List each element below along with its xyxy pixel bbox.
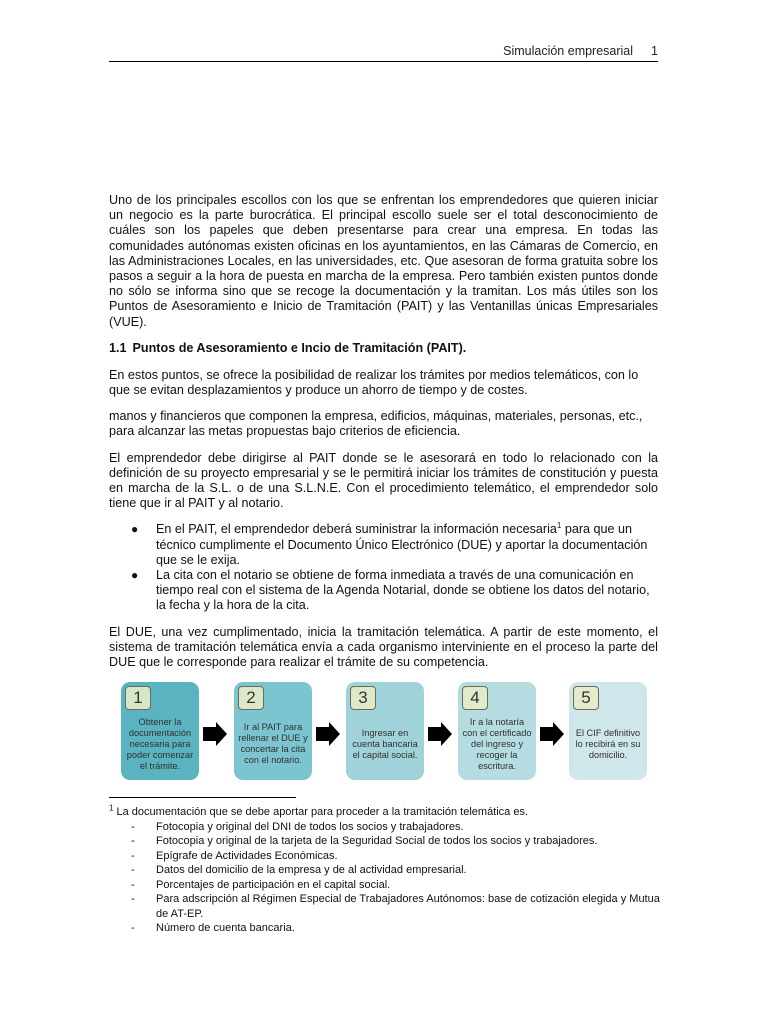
paragraph-resources: manos y financieros que componen la empresa, edificios, máquinas, materiales, personas, etc., para alcanzar las metas propuestas bajo criterios de eficiencia. bbox=[109, 409, 643, 439]
process-flow-diagram bbox=[121, 682, 649, 782]
header-rule bbox=[109, 61, 658, 62]
step-text: Obtener la documentación necesaria para poder comenzar el trámite. bbox=[126, 716, 194, 771]
step-text: Ir a la notaría con el certificado del ingreso y recoger la escritura. bbox=[462, 716, 532, 771]
section-heading bbox=[109, 341, 658, 356]
footnote-separator bbox=[109, 797, 296, 798]
footnote-list bbox=[109, 820, 669, 936]
footnote-marker: 1 bbox=[109, 803, 114, 813]
list-item: ● La cita con el notario se obtiene de forma inmediata a través de una comunicación en tiempo real con el sistema de la Agenda Notarial, donde se obtiene los datos del notario, la fecha y la hora de la cita. bbox=[131, 568, 650, 613]
flow-step-1 bbox=[121, 682, 199, 780]
footnote-item: - Epígrafe de Actividades Económicas. bbox=[131, 849, 338, 862]
step-number: 5 bbox=[573, 686, 599, 710]
footnote-ref[interactable]: 1 bbox=[556, 521, 562, 531]
footnote-item: - Datos del domicilio de la empresa y de al actividad empresarial. bbox=[131, 864, 467, 876]
flow-step-3 bbox=[346, 682, 424, 780]
footnote-item: - Porcentajes de participación en el capital social. bbox=[131, 878, 391, 891]
paragraph-intro: Uno de los principales escollos con los que se enfrentan los emprendedores que quieren iniciar un negocio es la parte burocrática. El principal escollo suele ser el total desconocimiento de cuáles son los papeles que deben presentarse para crear una empresa. En todas las comunidades autónomas existen oficinas en los ayuntamientos, en las Cámaras de Comercio, en las Administraciones Locales, en las universidades, etc. Que asesoran de forma gratuita sobre los pasos a seguir a la hora de puesta en marcha de la empresa. Pero también existen puntos donde no sólo se informa sino que se recoge la documentación y la tramitan. Los más útiles son los Puntos de Asesoramiento e Inicio de Tramitación (PAIT) y las Ventanillas únicas Empresariales (VUE). bbox=[109, 193, 658, 329]
page-number: 1 bbox=[651, 44, 658, 58]
paragraph-telematic: En estos puntos, se ofrece la posibilidad de realizar los trámites por medios telemáticos, con lo que se evitan desplazamientos y produce un ahorro de tiempo y de costes. bbox=[109, 367, 639, 398]
paragraph-due: El DUE, una vez cumplimentado, inicia la tramitación telemática. A partir de este momento, el sistema de tramitación telemática envía a cada organismo interviniente en el proceso la parte del DUE que le corresponde para realizar el trámite de su competencia. bbox=[109, 624, 658, 670]
step-number: 4 bbox=[462, 686, 488, 710]
step-text: Ir al PAIT para rellenar el DUE y concertar la cita con el notario. bbox=[238, 722, 308, 765]
footnote-item: - Fotocopia y original de la tarjeta de la Seguridad Social de todos los socios y trabajadores. bbox=[131, 835, 598, 847]
step-number: 3 bbox=[350, 686, 376, 710]
bullet-icon: ● bbox=[131, 568, 139, 583]
footnote-intro: $^1$ La documentación que se debe aportar para proceder a la tramitación telemática es. bbox=[109, 803, 529, 818]
step-number: 2 bbox=[238, 686, 264, 710]
step-text: El CIF definitivo lo recibirá en su domicilio. bbox=[575, 727, 641, 760]
section-title: Puntos de Asesoramiento e Incio de Tramitación (PAIT). bbox=[132, 340, 467, 355]
header-title: Simulación empresarial bbox=[503, 44, 634, 58]
bullet-list bbox=[109, 522, 658, 613]
footnote-item: - Para adscripción al Régimen Especial de Trabajadores Autónomos: base de cotización elegida y Mutua de AT-EP. bbox=[131, 893, 660, 920]
paragraph-pait: El emprendedor debe dirigirse al PAIT donde se le asesorará en todo lo relacionado con la definición de su proyecto empresarial y se le permitirá iniciar los trámites de constitución y puesta en marcha de la S.L. o de una S.L.N.E. Con el procedimiento telemático, el emprendedor solo tiene que ir al PAIT y al notario. bbox=[109, 450, 658, 511]
footnote-item: - Número de cuenta bancaria. bbox=[131, 922, 295, 934]
flow-step-2 bbox=[234, 682, 312, 780]
section-number: 1.1 bbox=[109, 340, 127, 355]
flow-step-5 bbox=[569, 682, 647, 780]
footnote-item: - Fotocopia y original del DNI de todos los socios y trabajadores. bbox=[131, 820, 464, 833]
list-item: ● En el PAIT, el emprendedor deberá suministrar la información necesaria$^1$ para que un técnico cumplimente el Documento Único Electrónico (DUE) y aportar la documentación que se le exija. bbox=[131, 521, 648, 567]
footnotes bbox=[109, 805, 669, 936]
bullet-icon: ● bbox=[131, 522, 139, 537]
step-text: Ingresar en cuenta bancaria el capital social. bbox=[352, 727, 418, 760]
page-header bbox=[109, 44, 658, 58]
step-number: 1 bbox=[125, 686, 151, 710]
document-body bbox=[109, 193, 658, 681]
flow-step-4 bbox=[458, 682, 536, 780]
